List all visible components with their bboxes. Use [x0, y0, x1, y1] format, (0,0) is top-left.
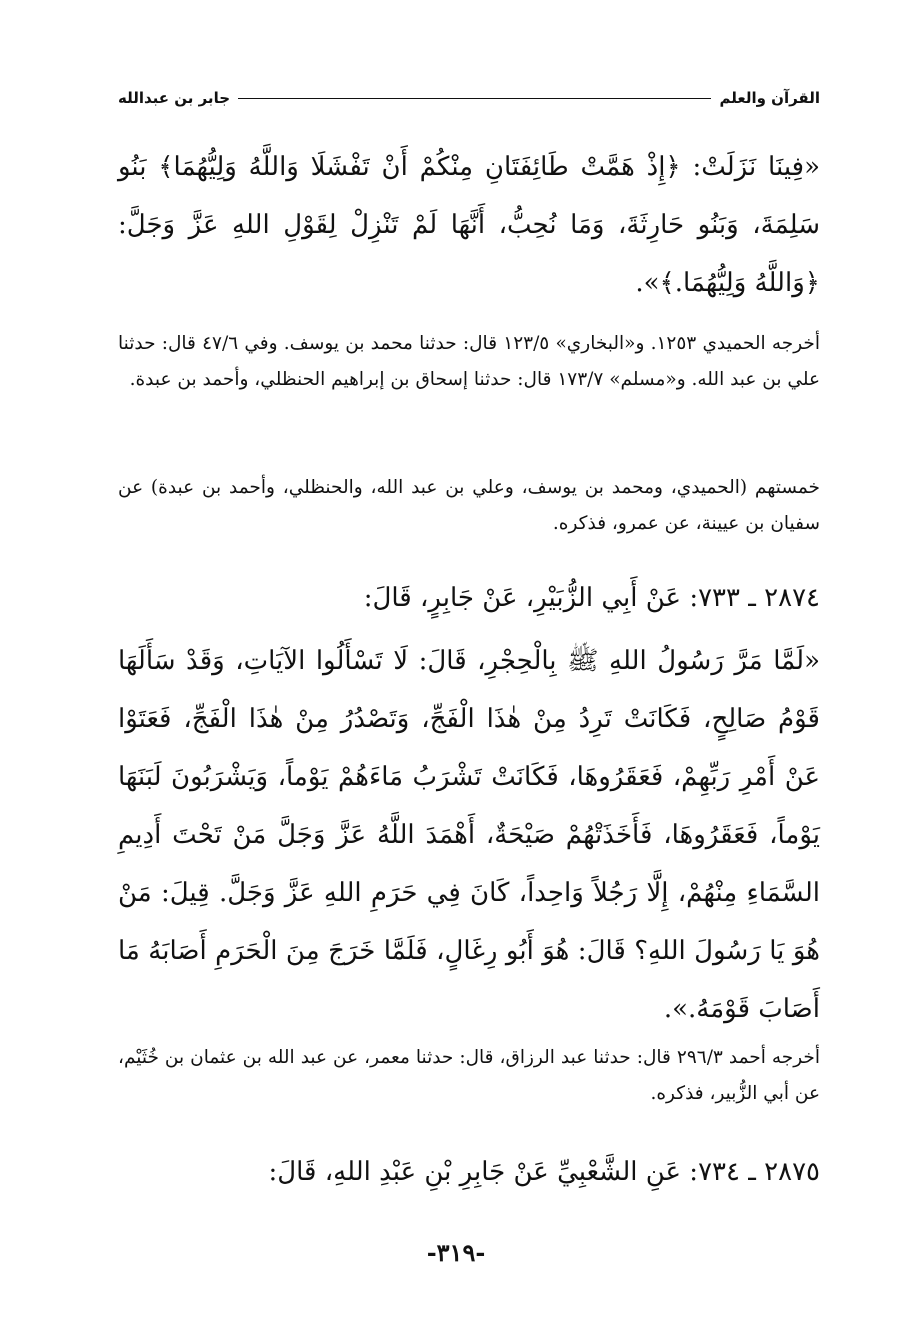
takhrij-paragraph: أخرجه أحمد ٢٩٦/٣ قال: حدثنا عبد الرزاق، قال: حدثنا معمر، عن عبد الله بن عثمان بن خُثَيْم، عن أبي الزُّبير، فذكره. — [118, 1047, 820, 1104]
running-header — [118, 86, 820, 110]
hadith-text: «لَمَّا مَرَّ رَسُولُ اللهِ ﷺ بِالْحِجْرِ، قَالَ: لَا تَسْأَلُوا الآيَاتِ، وَقَدْ سَأَلَهَا قَوْمُ صَالِحٍ، فَكَانَتْ تَرِدُ مِنْ هٰذَا الْفَجِّ، وَتَصْدُرُ مِنْ هٰذَا الْفَجِّ، فَعَتَوْا عَنْ أَمْرِ رَبِّهِمْ، فَعَقَرُوهَا، فَكَانَتْ تَشْرَبُ مَاءَهُمْ يَوْماً، وَيَشْرَبُونَ لَبَنَهَا يَوْماً، فَعَقَرُوهَا، فَأَخَذَتْهُمْ صَيْحَةٌ، أَهْمَدَ اللَّهُ عَزَّ وَجَلَّ مَنْ تَحْتَ أَدِيمِ السَّمَاءِ مِنْهُمْ، إِلَّا رَجُلاً وَاحِداً، كَانَ فِي حَرَمِ اللهِ عَزَّ وَجَلَّ. قِيلَ: مَنْ هُوَ يَا رَسُولَ اللهِ؟ قَالَ: هُوَ أَبُو رِغَالٍ، فَلَمَّا خَرَجَ مِنَ الْحَرَمِ أَصَابَهُ مَا أَصَابَ قَوْمَهُ.». — [118, 646, 820, 1024]
hadith-heading: ٢٨٧٥ ـ ٧٣٤: عَنِ الشَّعْبِيِّ عَنْ جَابِرِ بْنِ عَبْدِ اللهِ، قَالَ: — [268, 1157, 820, 1187]
isnad-paragraph: خمستهم (الحميدي، ومحمد بن يوسف، وعلي بن عبد الله، والحنظلي، وأحمد بن عبدة) عن سفيان بن عيينة، عن عمرو، فذكره. — [118, 477, 820, 534]
header-book-title: القرآن والعلم — [719, 89, 820, 107]
hadith-text: «فِينَا نَزَلَتْ: ﴿إِذْ هَمَّتْ طَائِفَتَانِ مِنْكُمْ أَنْ تَفْشَلَا وَاللَّهُ وَلِيُّهُمَا﴾ بَنُو سَلِمَةَ، وَبَنُو حَارِثَةَ، وَمَا نُحِبُّ، أَنَّهَا لَمْ تَنْزِلْ لِقَوْلِ اللهِ عَزَّ وَجَلَّ: ﴿وَاللَّهُ وَلِيُّهُمَا.﴾». — [118, 152, 820, 298]
page-number: -٣١٩- — [426, 1238, 486, 1267]
hadith-heading: ٢٨٧٤ ـ ٧٣٣: عَنْ أَبِي الزُّبَيْرِ، عَنْ جَابِرٍ، قَالَ: — [363, 583, 820, 613]
header-rule — [238, 98, 711, 99]
takhrij-paragraph: أخرجه الحميدي ١٢٥٣. و«البخاري» ١٢٣/٥ قال: حدثنا محمد بن يوسف. وفي ٤٧/٦ قال: حدثنا علي بن عبد الله. و«مسلم» ١٧٣/٧ قال: حدثنا إسحاق بن إبراهيم الحنظلي، وأحمد بن عبدة. — [118, 333, 820, 390]
header-narrator: جابر بن عبدالله — [118, 89, 231, 107]
